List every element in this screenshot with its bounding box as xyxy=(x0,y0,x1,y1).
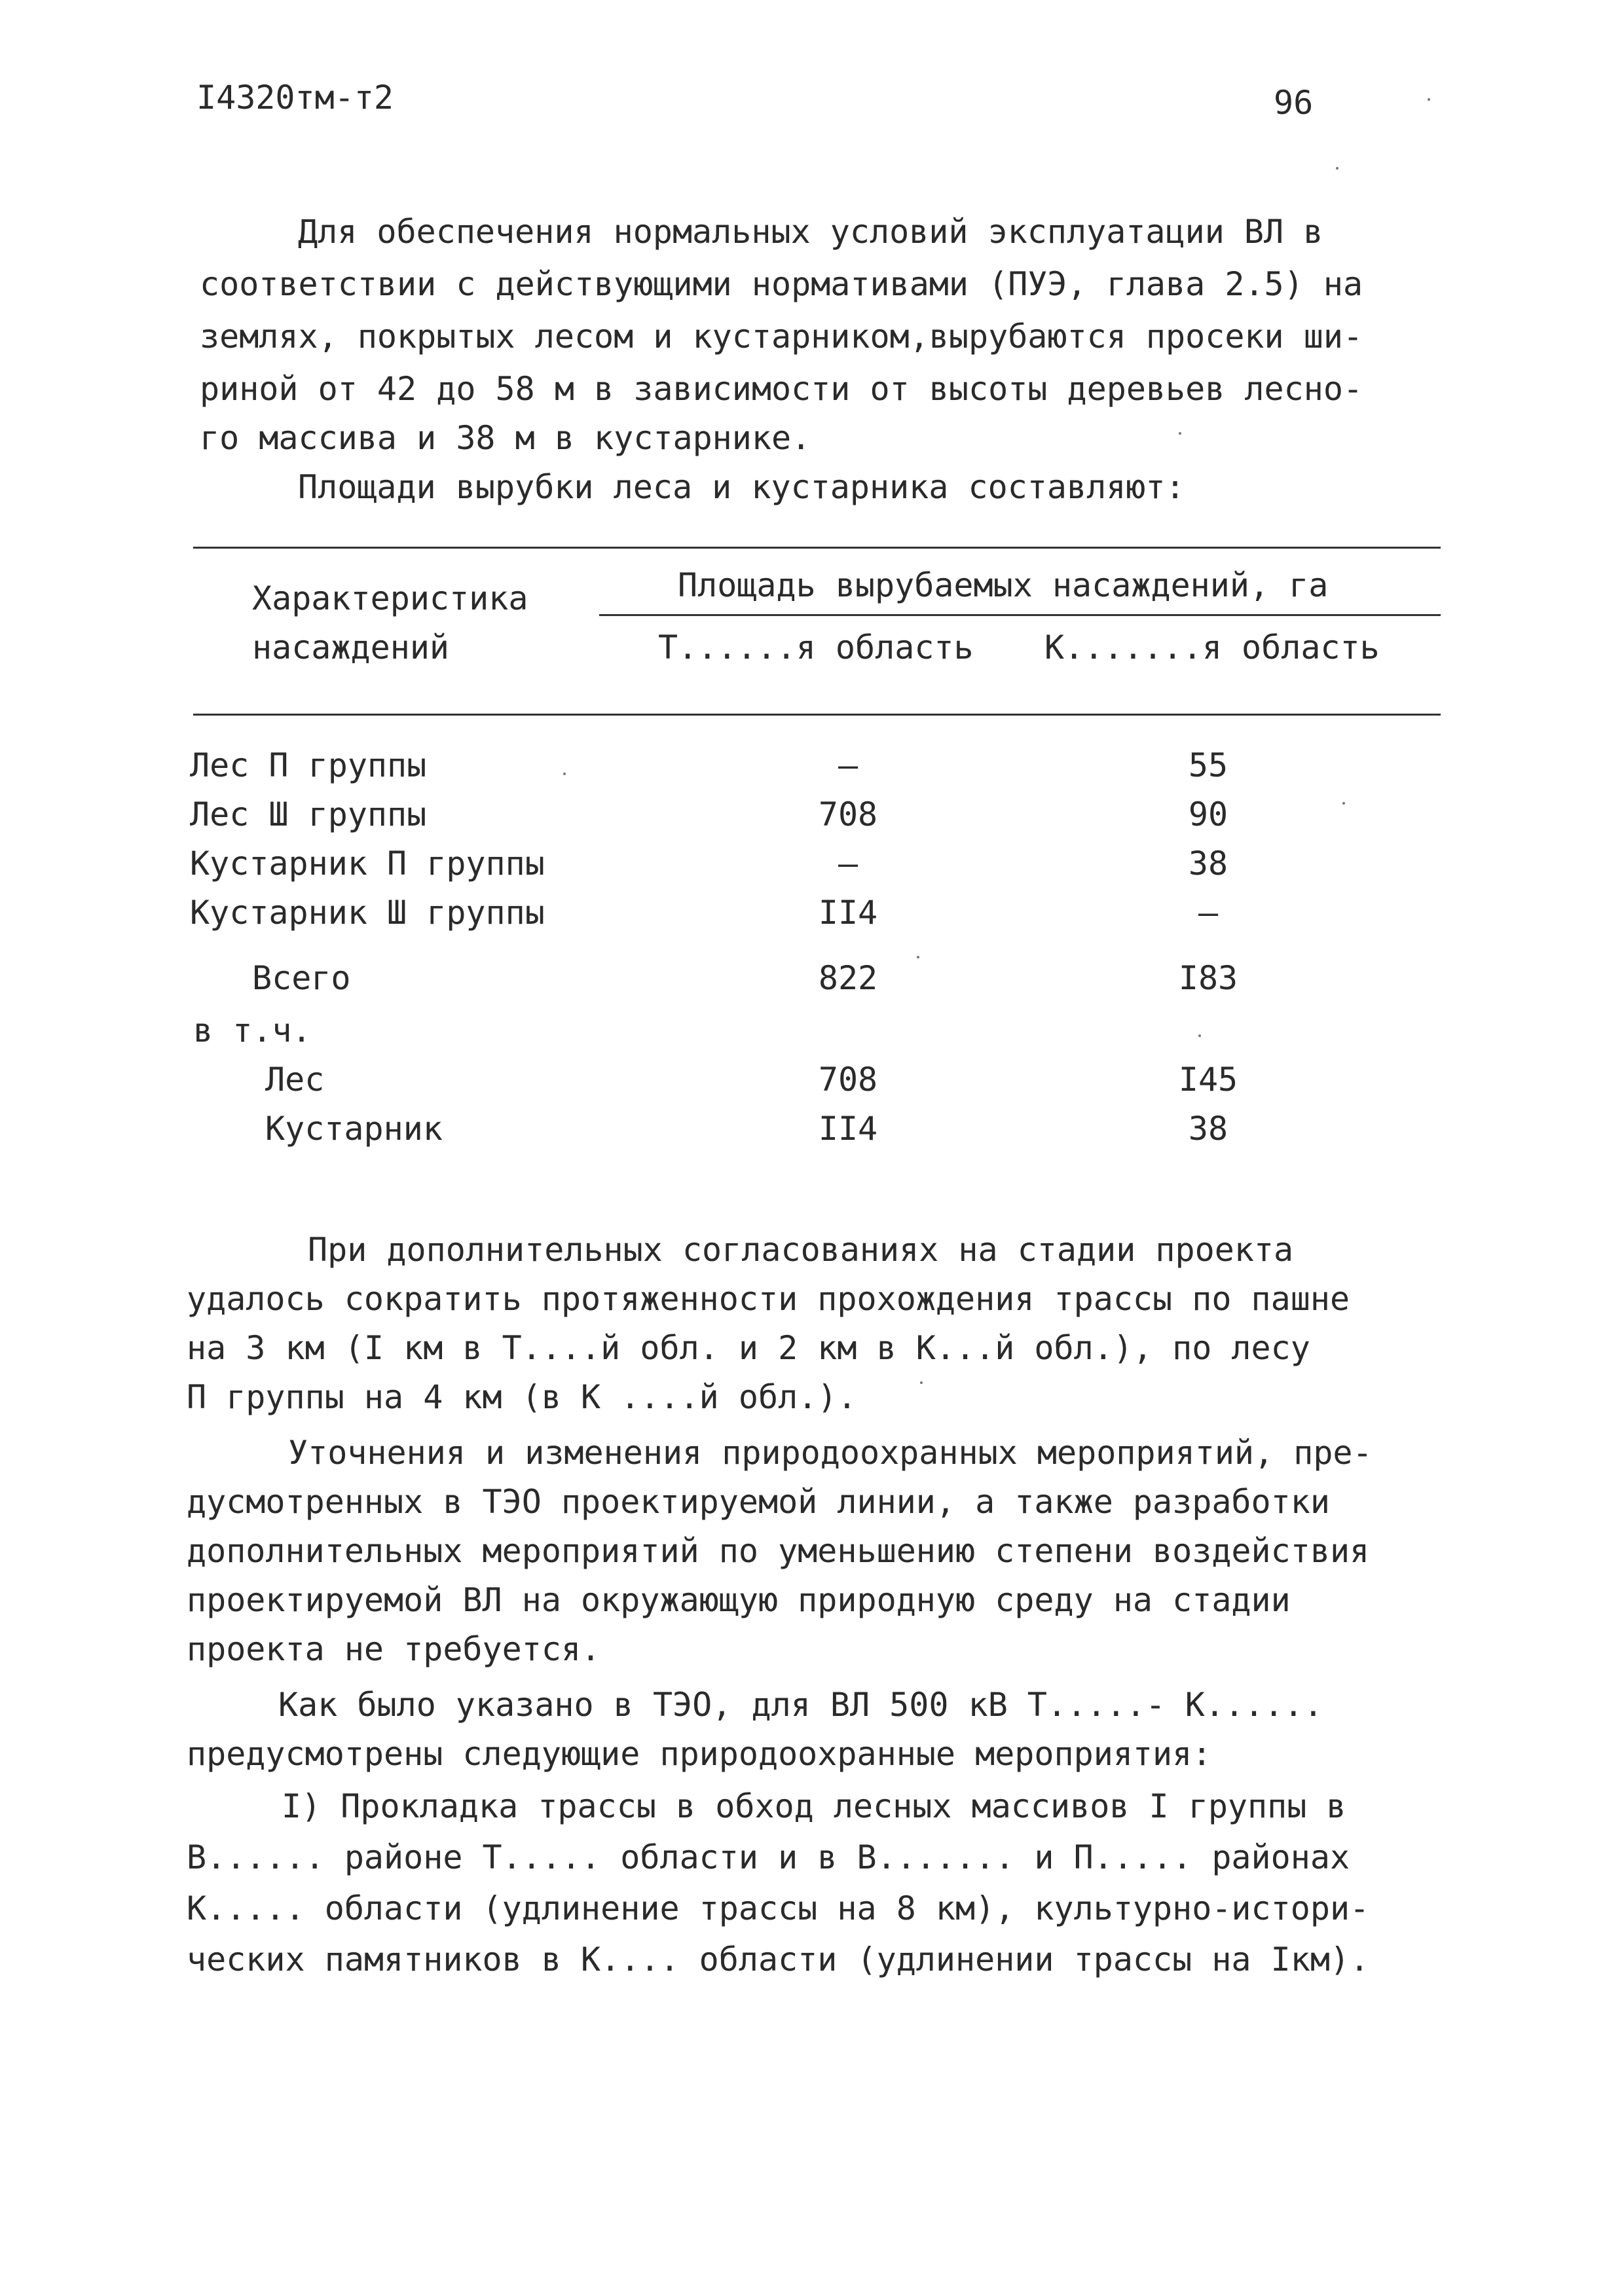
group-header-rule xyxy=(599,614,1441,616)
total-value-t: 822 xyxy=(818,959,878,997)
para4-line-1: Как было указано в ТЭО, для ВЛ 500 кВ Т.....- К...... xyxy=(278,1686,1323,1724)
para3-line-5: проекта не требуется. xyxy=(187,1630,601,1668)
scan-speck xyxy=(1179,432,1181,435)
scan-speck xyxy=(1336,167,1338,170)
para2-line-4: П группы на 4 км (в К ....й обл.). xyxy=(187,1378,857,1416)
table-intro: Площади вырубки леса и кустарника составляют: xyxy=(298,468,1185,506)
row-value-t: – xyxy=(838,845,858,883)
col1-header-line1: Характеристика xyxy=(252,579,528,617)
para5-line-2: В...... районе Т..... области и в В....... и П..... районах xyxy=(187,1838,1350,1876)
row-value-t: II4 xyxy=(818,894,878,932)
row-label: Кустарник xyxy=(265,1110,443,1148)
intro-line-1: Для обеспечения нормальных условий эксплуатации ВЛ в xyxy=(298,213,1323,251)
para3-line-4: проектируемой ВЛ на окружающую природную среду на стадии xyxy=(187,1581,1291,1619)
para2-line-3: на 3 км (I км в Т....й обл. и 2 км в К...й обл.), по лесу xyxy=(187,1329,1310,1367)
para3-line-3: дополнительных мероприятий по уменьшению степени воздействия xyxy=(187,1532,1370,1570)
row-value-k: – xyxy=(1198,894,1219,932)
row-value-t: 708 xyxy=(818,795,878,833)
scan-speck xyxy=(563,773,566,775)
intro-line-2: соответствии с действующими нормативами (ПУЭ, глава 2.5) на xyxy=(200,265,1363,303)
para3-line-1: Уточнения и изменения природоохранных мероприятий, пре- xyxy=(288,1434,1373,1472)
row-value-k: 38 xyxy=(1188,845,1228,883)
total-label: Всего xyxy=(252,959,351,997)
row-label: Кустарник П группы xyxy=(190,845,545,883)
para5-line-1: I) Прокладка трассы в обход лесных массивов I группы в xyxy=(282,1787,1346,1825)
group-header: Площадь вырубаемых насаждений, га xyxy=(678,566,1329,604)
row-label: Кустарник Ш группы xyxy=(190,894,545,932)
row-label: Лес П группы xyxy=(190,746,427,784)
row-label: Лес Ш группы xyxy=(190,795,427,833)
table-top-rule xyxy=(193,547,1441,549)
table-header-rule xyxy=(193,714,1441,716)
row-label: Лес xyxy=(265,1061,325,1099)
row-value-k: 90 xyxy=(1188,795,1228,833)
row-value-t: II4 xyxy=(818,1110,878,1148)
row-value-t: 708 xyxy=(818,1061,878,1099)
para5-line-3: К..... области (удлинение трассы на 8 км), культурно-истори- xyxy=(187,1889,1370,1927)
para3-line-2: дусмотренных в ТЭО проектируемой линии, а также разработки xyxy=(187,1483,1330,1521)
para2-line-1: При дополнительных согласованиях на стадии проекта xyxy=(308,1231,1294,1269)
intro-line-3: землях, покрытых лесом и кустарником,вырубаются просеки ши- xyxy=(200,318,1363,355)
scan-speck xyxy=(917,956,919,958)
col2-header: Т......я область xyxy=(658,629,974,666)
scan-speck xyxy=(920,1381,923,1384)
row-value-k: I45 xyxy=(1178,1061,1238,1099)
scan-speck xyxy=(1342,802,1345,805)
col1-header-line2: насаждений xyxy=(252,629,450,666)
scan-speck xyxy=(1198,1034,1201,1037)
page-number: 96 xyxy=(1274,84,1314,122)
row-value-k: 55 xyxy=(1188,746,1228,784)
row-value-k: 38 xyxy=(1188,1110,1228,1148)
row-value-t: – xyxy=(838,746,858,784)
intro-line-4: риной от 42 до 58 м в зависимости от высоты деревьев лесно- xyxy=(200,370,1363,408)
including-label: в т.ч. xyxy=(193,1011,312,1049)
scan-speck xyxy=(1428,98,1430,101)
para5-line-4: ческих памятников в К.... области (удлинении трассы на Iкм). xyxy=(187,1941,1370,1978)
total-value-k: I83 xyxy=(1178,959,1238,997)
col3-header: К.......я область xyxy=(1044,629,1380,666)
para4-line-2: предусмотрены следующие природоохранные мероприятия: xyxy=(187,1735,1212,1773)
document-code: I4320тм-т2 xyxy=(196,79,394,117)
intro-line-5: го массива и 38 м в кустарнике. xyxy=(200,419,811,457)
para2-line-2: удалось сократить протяженности прохождения трассы по пашне xyxy=(187,1280,1350,1318)
